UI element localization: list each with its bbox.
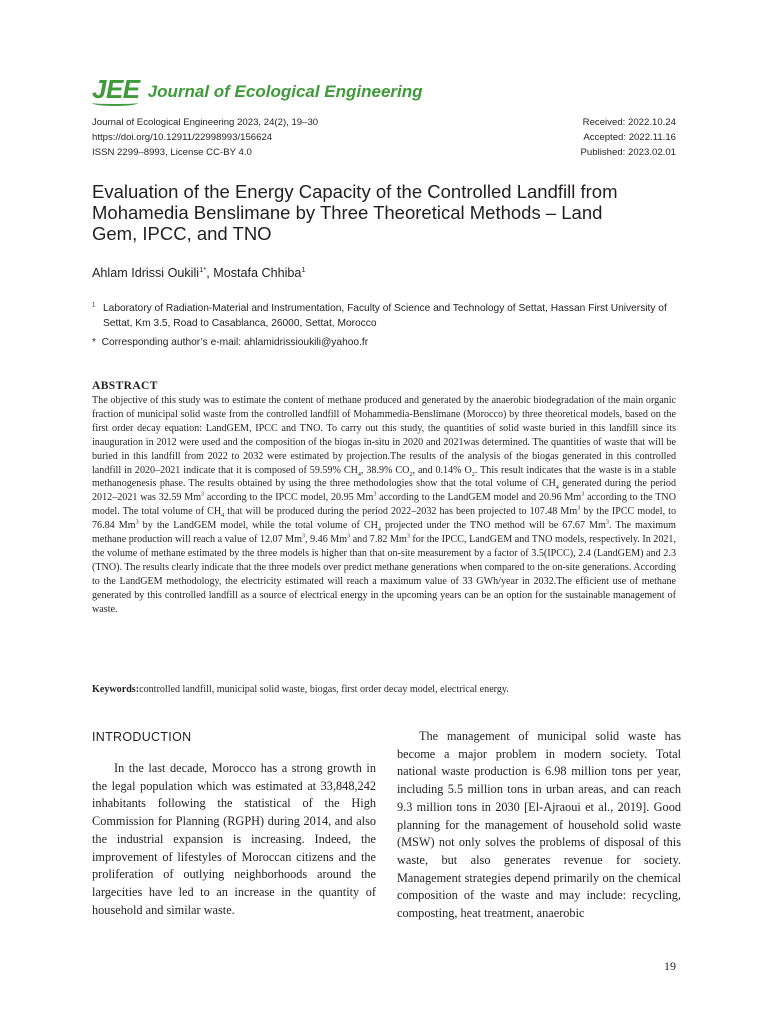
author-separator: , (206, 266, 214, 280)
published-date: Published: 2023.02.01 (580, 147, 676, 158)
author-name: Mostafa Chhiba (213, 266, 302, 280)
body-column-right (397, 728, 681, 923)
article-dates (581, 115, 676, 160)
body-paragraph: The management of municipal solid waste has become a major problem in modern society. Total national waste production is 6.98 million tons per year, including 5.5 million tons in urban areas, and can reach 9.3 million tons in 2030 [El-Ajraoui et al., 2019]. Good planning for the management of household solid waste (MSW) not only solves the problems of disposal of this waste, but also generates revenue for society. Management strategies depend primarily on the chemical composition of the waste and may include: recycling, composting, heat treatment, anaerobic (397, 729, 681, 921)
citation: Journal of Ecological Engineering 2023, 24(2), 19–30 (92, 117, 319, 128)
abstract-text: The objective of this study was to estimate the content of methane produced and generated by the anaerobic biodegradation of the main organic fraction of municipal solid waste from the controlled landfill of Mohammedia-Benslimane (Morocco) by three theoretical models, based on the first order decay equation: LandGEM, IPCC and TNO. To carry out this study, the quantities of solid waste buried in this landfill since its inauguration in 2012 were used and the composition of the biogas in-situ in 2020 and 2021was determined. The quantities of waste that will be buried in this landfill from 2022 to 2032 were estimated by projection.The results of the analysis of the biogas generated in this controlled landfill in 2020–2021 indicate that it is composed of 59.59% $CH_4$, 38.9% $CO_2$, and 0.14% $O_2$. This result indicates that the waste is in a stable methanogenesis phase. The results obtained by using the three methodologies show that the total volume of $CH_4$ generated during the period 2012–2021 was 32.59 Mm$^3$ according to the IPCC model, 20.95 Mm$^3$ according to the LandGEM model and 20.96 Mm$^3$ according to the TNO model. The total volume of $CH_4$ that will be produced during the period 2022–2032 has been projected to 107.48 Mm$^3$ by the IPCC model, to 76.84 Mm$^3$ by the LandGEM model, while the total volume of $CH_4$ projected under the TNO method will be 67.67 Mm$^3$. The maximum methane production will reach a value of 12.07 Mm$^3$, 9.46 Mm$^3$ and 7.82 Mm$^3$ for the IPCC, LandGEM and TNO models, respectively. In 2021, the volume of methane estimated by the three models is higher than that on-site measurement by a factor of 3.5(IPCC), 2.4 (LandGEM) and 2.3 (TNO). The results clearly indicate that the three models over predict methane generations when compared to the on-site generations. According to the LandGEM methodology, the electricity estimated will reach a maximum value of 33 GWh/year in 2032.The efficient use of methane generated by this controlled landfill as a source of electrical energy in the upcoming years can be an option for the sustainable management of waste. (92, 395, 677, 615)
affiliation (92, 301, 678, 331)
corresponding-author (92, 335, 368, 350)
abstract (92, 378, 676, 617)
body-column-left (92, 728, 376, 919)
page-number: 19 (664, 959, 676, 973)
corr-email-link[interactable]: ahlamidrissioukili@yahoo.fr (243, 337, 369, 348)
abstract-heading: ABSTRACT (92, 380, 158, 392)
keywords-label: Keywords: (92, 684, 140, 695)
author-list (92, 266, 306, 280)
journal-logo (92, 76, 423, 102)
corr-label: Corresponding author’s e-mail: (101, 337, 244, 348)
logo-swoosh (92, 100, 138, 106)
body-paragraph: In the last decade, Morocco has a strong growth in the legal population which was estimated at 33,848,242 inhabitants following the statistical of the High Commission for Planning (RGPH) during 2014, and also the industrial expansion is increasing. Indeed, the improvement of lifestyles of Moroccan citizens and the proliferation of outlying neighborhoods around the largecities have led to an increase in the quantity of household and similar waste. (92, 761, 376, 917)
affiliation-marker: 1 (92, 301, 96, 309)
author-affil-marker: 1 (301, 264, 306, 274)
journal-name: Journal of Ecological Engineering (147, 82, 423, 101)
received-date: Received: 2022.10.24 (582, 117, 676, 128)
doi-link[interactable]: https://doi.org/10.12911/22998993/156624 (92, 132, 273, 143)
article-title: Evaluation of the Energy Capacity of the Controlled Landfill from Mohamedia Benslimane by Three Theoretical Methods – Land Gem, IPCC, and TNO (92, 181, 618, 244)
keywords-text: controlled landfill, municipal solid waste, biogas, first order decay model, electrical energy. (139, 684, 509, 695)
keywords (92, 683, 676, 697)
author-affil-marker: 1* (199, 264, 207, 274)
author-name: Ahlam Idrissi Oukili (92, 266, 200, 280)
affiliation-text: Laboratory of Radiation-Material and Instrumentation, Faculty of Science and Technology of Settat, Hassan First University of Settat, Km 3.5, Road to Casablanca, 26000, Settat, Morocco (103, 303, 667, 329)
issn: ISSN 2299–8993, License CC-BY 4.0 (92, 147, 252, 158)
corr-marker: * (92, 337, 96, 348)
journal-meta (92, 115, 318, 160)
section-heading-introduction: INTRODUCTION (92, 730, 192, 744)
jee-logo-mark: JEE (92, 74, 140, 104)
accepted-date: Accepted: 2022.11.16 (583, 132, 676, 143)
